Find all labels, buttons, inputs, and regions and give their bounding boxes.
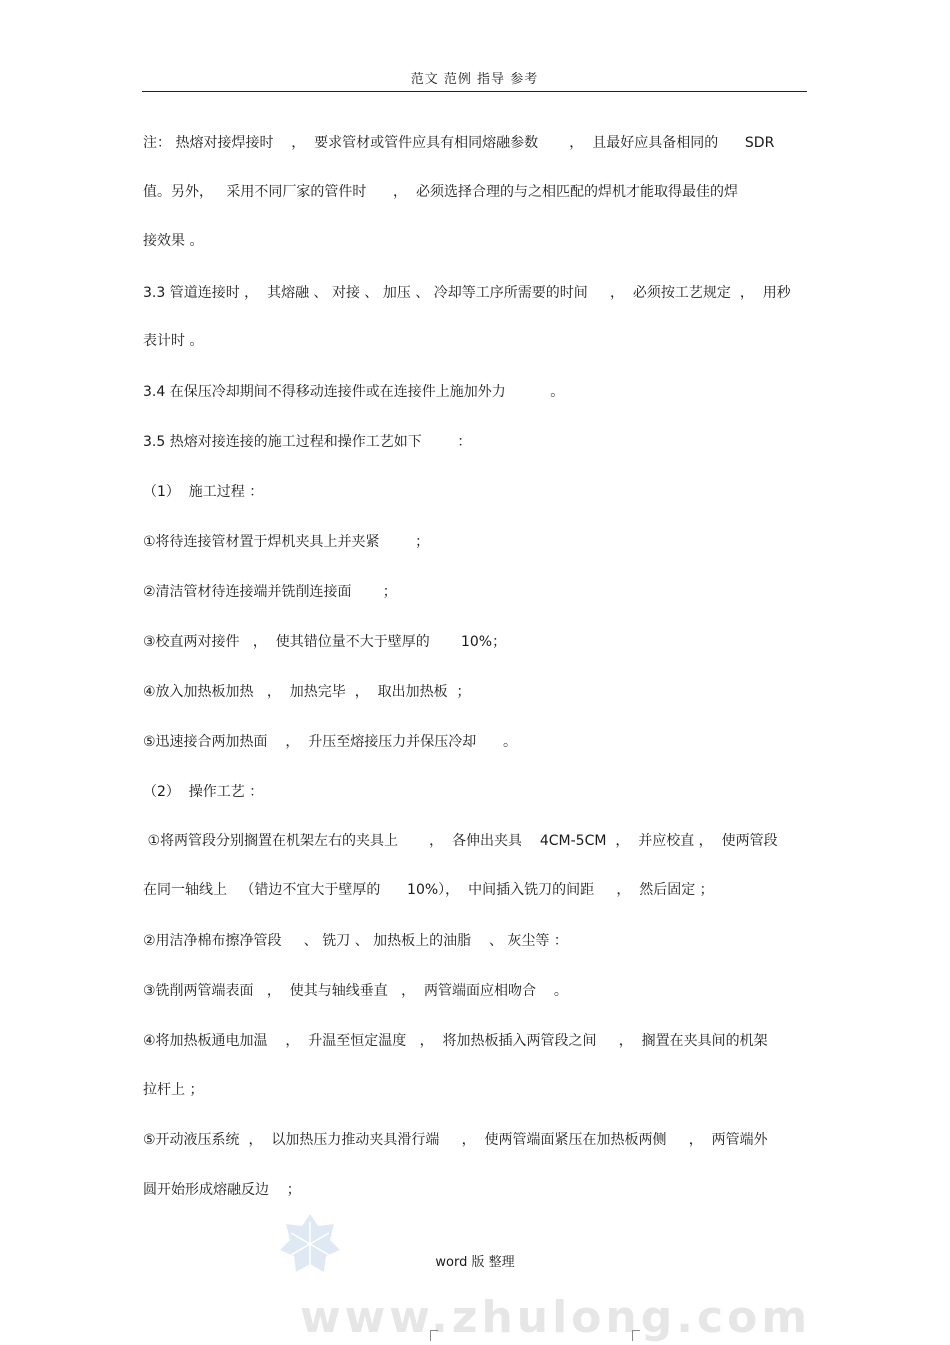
list-item: ④放入加热板加热 ， 加热完毕 ， 取出加热板 ； [143, 684, 471, 700]
list-item: ②用洁净棉布擦净管段 、 铣刀 、 加热板上的油脂 、 灰尘等 ： [143, 933, 568, 949]
list-item: 在同一轴线上 （错边不宜大于壁厚的 10%）， 中间插入铣刀的间距 ， 然后固定 ； [143, 882, 714, 898]
list-item: ①将待连接管材置于焊机夹具上并夹紧 ； [143, 534, 430, 550]
list-item: ①将两管段分别搁置在机架左右的夹具上 ， 各伸出夹具 4CM-5CM ， 并应校直 ， 使两管段 [143, 833, 778, 849]
paragraph-line: 3.4 在保压冷却期间不得移动连接件或在连接件上施加外力 。 [143, 384, 565, 400]
list-item: 拉杆上 ； [143, 1082, 204, 1098]
list-item: ④将加热板通电加温 ， 升温至恒定温度 ， 将加热板插入两管段之间 ， 搁置在夹具间的机架 [143, 1033, 768, 1049]
site-watermark: www.zhulong.com [300, 1292, 812, 1343]
paragraph-line: 注： 热熔对接焊接时 ， 要求管材或管件应具有相同熔融参数 ， 且最好应具备相同的 SDR [143, 135, 775, 151]
header-divider [142, 91, 807, 92]
section-heading: （1） 施工过程 ： [143, 484, 264, 500]
paragraph-line: 接效果 。 [143, 233, 204, 249]
list-item: ⑤迅速接合两加热面 ， 升压至熔接压力并保压冷却 。 [143, 734, 517, 750]
paragraph-line: 3.5 热熔对接连接的施工过程和操作工艺如下 ： [143, 434, 472, 450]
paragraph-line: 表计时 。 [143, 333, 204, 349]
list-item: ②清洁管材待连接端并铣削连接面 ； [143, 584, 397, 600]
paragraph-line: 值。另外， 采用不同厂家的管件时 ， 必须选择合理的与之相匹配的焊机才能取得最佳的焊 [143, 184, 738, 200]
page-header: 范文 范例 指导 参考 [410, 72, 539, 87]
list-item: 圆开始形成熔融反边 ； [143, 1182, 301, 1198]
section-heading: （2） 操作工艺 ： [143, 784, 264, 800]
list-item: ③铣削两管端表面 ， 使其与轴线垂直 ， 两管端面应相吻合 。 [143, 983, 568, 999]
list-item: ③校直两对接件 ， 使其错位量不大于壁厚的 10%； [143, 634, 507, 650]
page-footer: word 版 整理 [435, 1255, 515, 1270]
crop-mark [632, 1330, 640, 1341]
crop-mark [430, 1330, 438, 1341]
paragraph-line: 3.3 管道连接时 ， 其熔融 、 对接 、 加压 、 冷却等工序所需要的时间 ， 必须按工艺规定 ， 用秒 [143, 285, 791, 301]
list-item: ⑤开动液压系统 ， 以加热压力推动夹具滑行端 ， 使两管端面紧压在加热板两侧 ， 两管端外 [143, 1132, 768, 1148]
